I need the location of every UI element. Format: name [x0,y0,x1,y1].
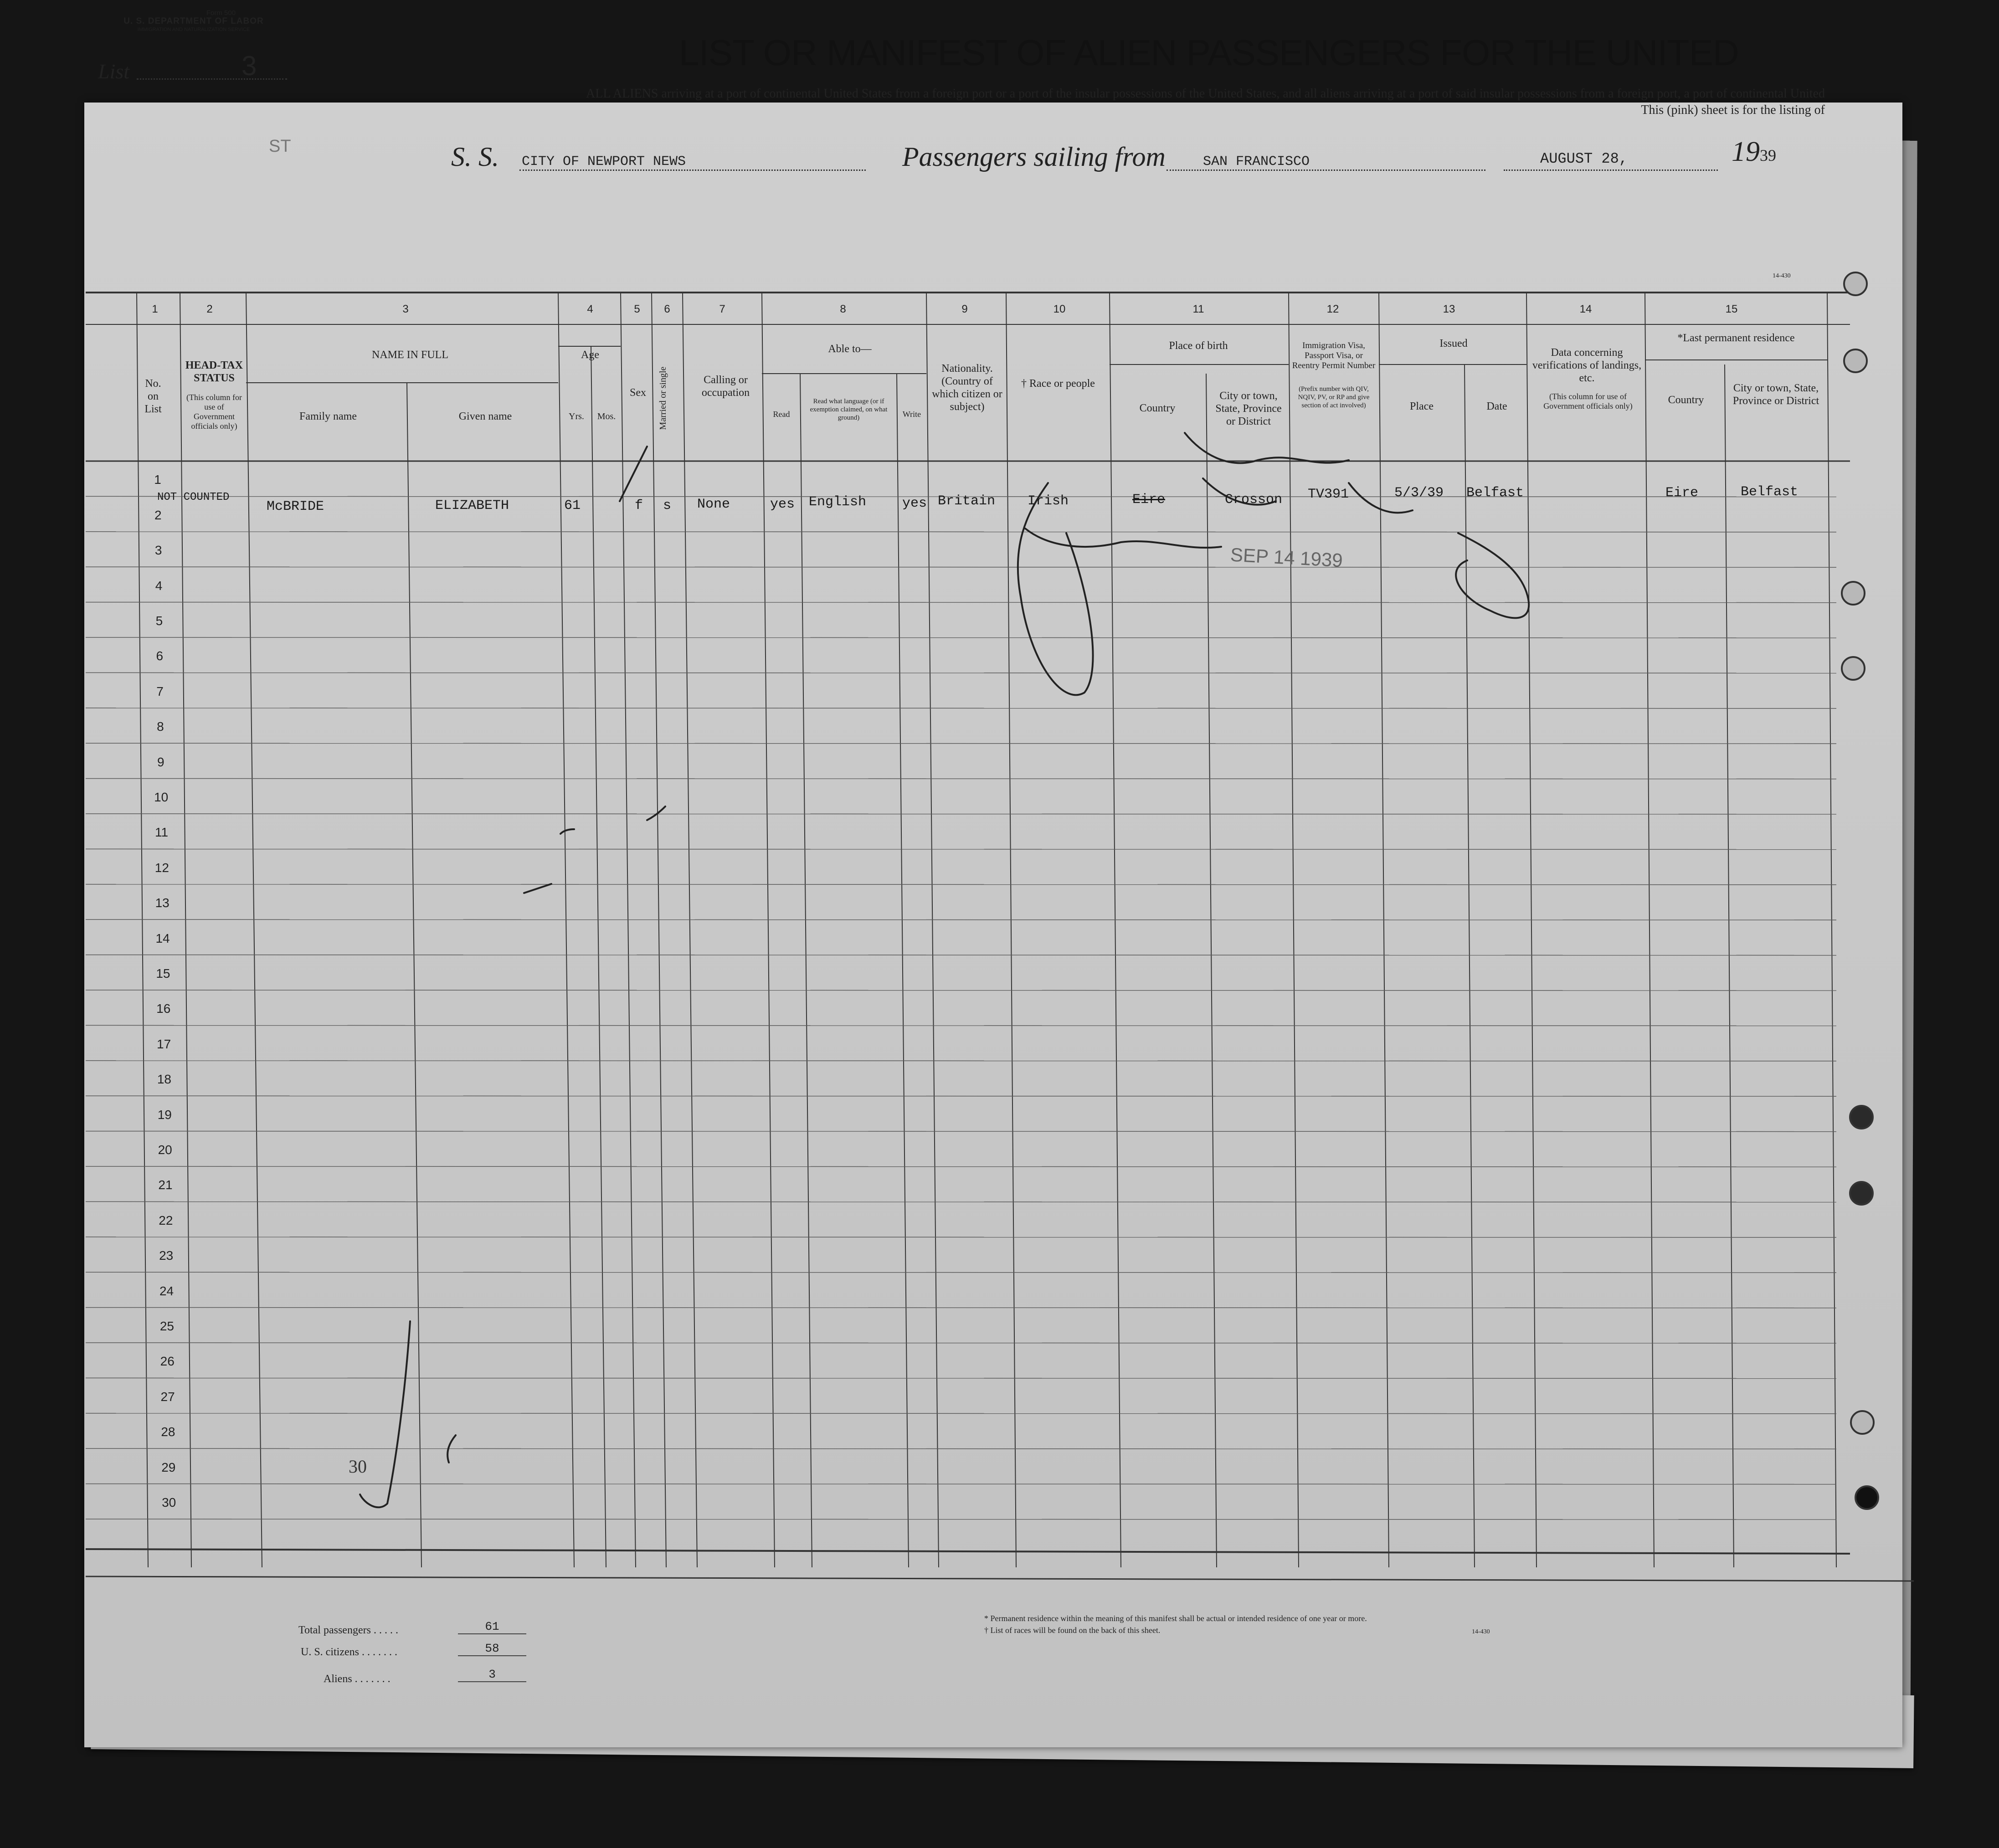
instructions-line-2: This (pink) sheet is for the listing of [1641,103,1825,117]
hdr-race: † Race or people [1021,378,1095,390]
row-rule [86,1025,1836,1026]
col-num-9: 9 [961,303,968,315]
punch-hole [1855,1485,1879,1510]
punch-hole [1849,1105,1874,1129]
hdr-visa: Immigration Visa, Passport Visa, or Reentry Permit Number [1292,341,1376,370]
row-number: 7 [156,684,164,698]
service-name: IMMIGRATION AND NATURALIZATION SERVICE [137,27,250,32]
row-number: 8 [157,719,164,734]
col-num-1: 1 [152,303,158,315]
entry-given-name: ELIZABETH [435,498,509,513]
col-num-3: 3 [402,303,409,315]
entry-write: yes [902,496,927,511]
year-suffix: 39 [1760,146,1776,164]
col-num-13: 13 [1443,303,1455,315]
entry-age-yrs: 61 [564,498,581,513]
row-number: 17 [157,1037,171,1051]
row-number: 12 [154,860,169,875]
punch-hole [1843,272,1868,296]
col-num-4: 4 [587,303,593,315]
entry-birth-country: Eire [1132,492,1166,508]
hdr-birth-country: Country [1139,402,1176,414]
col-num-12: 12 [1326,303,1339,315]
hdr-sex: Sex [630,387,646,399]
hdr-no-on-list: No. on List [144,378,162,415]
row-rule [86,990,1836,991]
col-num-2: 2 [206,303,213,315]
hdr-read: Read [773,410,790,419]
row-number: 30 [162,1495,176,1509]
hdr-calling: Calling or occupation [701,374,750,399]
entry-read: yes [770,497,795,512]
hdr-age: Age [581,349,599,361]
row-number: 13 [155,896,170,910]
punch-hole [1841,656,1865,681]
sailing-date: AUGUST 28, [1540,150,1628,167]
row-number: 5 [155,614,163,628]
row-number: 28 [161,1425,175,1439]
hdr-landing-note: (This column for use of Government officials only) [1543,392,1633,411]
row-number: 26 [160,1354,175,1369]
hdr-married-single: Married or single [658,366,668,430]
row-rule [86,1131,1836,1132]
hdr-issued-date: Date [1486,400,1507,412]
row-number: 14 [155,931,170,945]
department-name: U. S. DEPARTMENT OF LABOR [123,16,264,26]
row-number: 16 [156,1001,171,1016]
col-num-8: 8 [840,303,846,315]
row-number: 10 [154,790,169,804]
row-number: 24 [159,1283,174,1298]
col-num-5: 5 [634,303,640,315]
sailing-port: SAN FRANCISCO [1203,154,1310,169]
entry-head-tax: NOT COUNTED [157,491,230,503]
us-citizens-label: U. S. citizens . . . . . . . [301,1646,397,1658]
hdr-mos: Mos. [597,411,616,421]
row-number: 15 [156,966,170,980]
footnote-residence: * Permanent residence within the meaning of this manifest shall be actual or intended residence of one year or more. [984,1614,1367,1623]
row-number: 21 [158,1178,173,1192]
row-number: 23 [159,1248,174,1263]
row-number: 9 [157,755,164,769]
ship-name: CITY OF NEWPORT NEWS [522,154,686,169]
page-title: LIST OR MANIFEST OF ALIEN PASSENGERS FOR THE UNITED [679,32,1739,73]
entry-issued-date: 5/3/39 [1394,485,1444,501]
entry-res-country: Eire [1665,485,1699,501]
row-number: 11 [154,825,169,840]
entry-family-name: McBRIDE [267,499,324,514]
list-label: List [98,60,130,83]
col-num-10: 10 [1053,303,1066,315]
row-number: 1 [154,472,161,487]
row-rule [86,1272,1836,1273]
margin-mark: 30 [349,1456,367,1477]
punch-hole [1843,349,1868,373]
col-num-11: 11 [1192,303,1204,315]
entry-occupation: None [697,497,730,512]
aliens-text: Aliens [324,1673,352,1685]
col-num-6: 6 [664,303,670,315]
row-rule [86,919,1836,920]
date-stamp: SEP 14 1939 [1229,544,1343,571]
hdr-family-name: Family name [299,411,357,422]
row-number: 25 [159,1319,174,1333]
hdr-place-of-birth: Place of birth [1169,340,1228,352]
entry-nationality: Britain [938,493,996,509]
hdr-visa-note: (Prefix number with QIV, NQIV, PV, or RP and give section of act involved) [1298,385,1370,409]
hdr-given-name: Given name [458,411,512,422]
row-rule [86,884,1836,885]
st-stamp: ST [269,137,291,156]
row-rule [86,1413,1836,1414]
form-number: Form 500 [206,9,236,17]
row-rule [86,1201,1836,1202]
hdr-res-country: Country [1668,394,1704,406]
total-passengers-text: Total passengers [298,1624,371,1636]
row-number: 29 [161,1460,176,1474]
entry-sex: f [635,498,643,513]
hdr-issued-place: Place [1410,400,1434,412]
row-number: 6 [156,649,164,663]
footnote-form-ref: 14-430 [1472,1628,1490,1635]
us-citizens-value: 58 [458,1642,526,1656]
row-number: 19 [157,1107,172,1122]
entry-race: Irish [1028,493,1069,509]
ss-label: S. S. [451,142,499,172]
row-number: 4 [155,578,163,593]
instructions-line-1: ALL ALIENS arriving at a port of continental United States from a foreign port or a port of the insular possessions of the United States, and all aliens arriving at a port of said insular possessions from a foreign port, a port of continental United [586,87,1825,101]
aliens-value: 3 [458,1668,526,1682]
row-rule [86,602,1836,603]
entry-language: English [809,494,867,510]
hdr-head-tax-note: (This column for use of Government officials only) [186,393,242,431]
hdr-head-tax: HEAD-TAX STATUS [185,359,243,384]
hdr-issued: Issued [1439,338,1468,349]
row-number: 20 [158,1143,172,1157]
row-number: 2 [154,508,162,522]
list-number: 3 [242,51,257,81]
entry-married: s [663,498,672,513]
entry-issued-place: Belfast [1466,485,1524,501]
aliens-label: Aliens . . . . . . . [324,1673,391,1685]
us-citizens-text: U. S. citizens [301,1646,359,1658]
hdr-birth-city: City or town, State, Province or District [1215,390,1282,427]
year-prefix: 19 [1732,136,1760,167]
hdr-landing: Data concerning verifications of landings, etc. [1532,347,1642,384]
row-number: 27 [160,1389,175,1404]
footnote-races: † List of races will be found on the back of this sheet. [984,1626,1161,1635]
punch-hole [1841,581,1865,606]
row-rule [86,637,1836,638]
handwritten-marks [360,433,1529,1507]
entry-res-city: Belfast [1741,484,1799,500]
hdr-yrs: Yrs. [569,411,584,421]
col-num-14: 14 [1579,303,1592,315]
entry-visa: TV391 [1308,487,1349,502]
row-number: 18 [157,1072,172,1087]
hdr-able-to: Able to— [828,343,872,355]
row-rule [86,672,1836,673]
row-number: 22 [159,1213,173,1227]
form-reference-top: 14-430 [1773,272,1791,279]
col-num-15: 15 [1725,303,1738,315]
row-rule [86,1166,1836,1167]
row-number: 3 [154,543,162,558]
row-rule [86,1448,1836,1449]
punch-hole [1850,1410,1875,1435]
hdr-read-language: Read what language (or if exemption claimed, on what ground) [810,398,888,421]
hdr-nationality: Nationality. (Country of which citizen or subject) [932,363,1002,413]
entry-birth-city: Crosson [1225,492,1283,508]
hdr-write: Write [902,410,921,419]
hdr-res-city: City or town, State, Province or District [1732,382,1819,407]
total-passengers-label: Total passengers . . . . . [298,1624,398,1636]
total-passengers-value: 61 [458,1620,526,1634]
punch-hole [1849,1181,1874,1206]
col-num-7: 7 [719,303,725,315]
hdr-last-residence: *Last permanent residence [1677,332,1795,344]
sailing-from-label: Passengers sailing from [902,142,1166,172]
hdr-name-in-full: NAME IN FULL [372,349,448,361]
row-rule [86,743,1836,744]
